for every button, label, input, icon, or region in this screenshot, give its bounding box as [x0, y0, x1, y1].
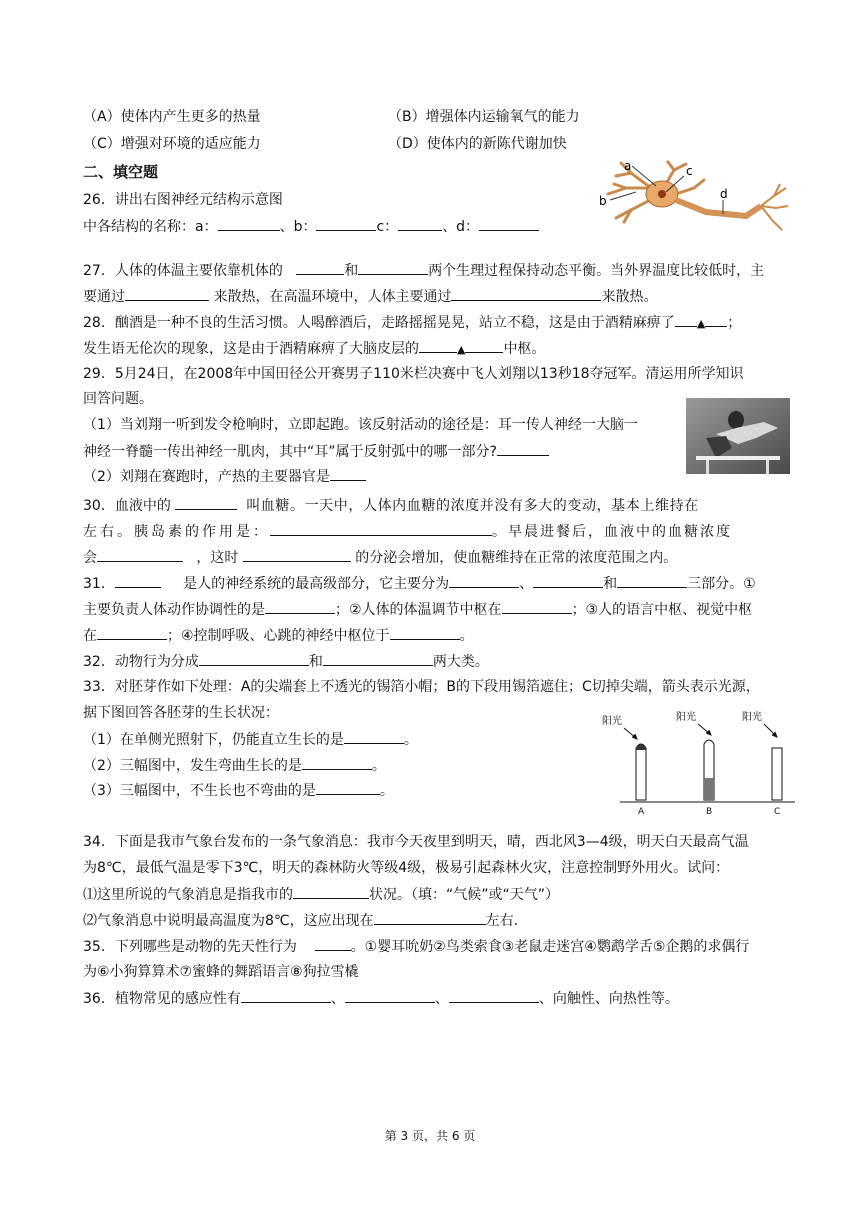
option-b: （B）增强体内运输氧气的能力	[388, 109, 580, 125]
q35-line2: 为⑥小狗算算术⑦蜜蜂的舞蹈语言⑧狗拉雪橇	[83, 964, 359, 980]
light-label-c: 阳光	[742, 712, 762, 723]
q32-line: 32．动物行为分成 和 两大类。	[83, 651, 489, 672]
q26-line2: 中各结构的名称：a： 、b： c： 、d：	[83, 216, 539, 237]
q30-line1: 30．血液中的 叫血糖。一天中，人体内血糖的浓度并没有多大的变动，基本上维持在	[83, 495, 699, 516]
label-b: b	[599, 194, 607, 208]
q34-line4: ⑵气象消息中说明最高温度为8℃，这应出现在 左右.	[83, 910, 518, 931]
label-a: a	[624, 159, 632, 173]
q33-line2: 据下图回答各胚芽的生长状况：	[83, 705, 279, 721]
neuron-diagram	[596, 158, 796, 248]
fig-label-c: C	[774, 807, 781, 817]
q31-line2: 主要负责人体动作协调性的是 ；②人体的体温调节中枢在 ；③人的语言中枢、视觉中枢	[83, 599, 752, 620]
q27-line2: 要通过 来散热，在高温环境中，人体主要通过 来散热。	[83, 286, 657, 307]
q30-line3: 会 ，这时 的分泌会增加，使血糖维持在正常的浓度范围之内。	[83, 547, 677, 568]
q30-line2: 左右。胰岛素的作用是： 。早晨进餐后，血液中的血糖浓度	[83, 521, 732, 542]
q29-line5: （2）刘翔在赛跑时，产热的主要器官是	[83, 466, 366, 487]
fig-label-b: B	[706, 807, 713, 817]
q35-line1: 35．下列哪些是动物的先天性行为 。①婴耳吮奶②鸟类索食③老鼠走迷宫④鹦鹉学舌⑤企鹅的求偶行	[83, 936, 749, 957]
q36-line: 36．植物常见的感应性有 、 、 、向触性、向热性等。	[83, 988, 679, 1009]
option-d: （D）使体内的新陈代谢加快	[388, 136, 567, 152]
option-c: （C）增强对环境的适应能力	[83, 136, 261, 152]
q29-line2: 回答问题。	[83, 391, 153, 407]
q33-line3: （1）在单侧光照射下，仍能直立生长的是 。	[83, 729, 418, 750]
q31-line3: 在 ；④控制呼吸、心跳的神经中枢位于 。	[83, 625, 474, 646]
label-d: d	[720, 187, 728, 201]
label-c: c	[686, 164, 693, 178]
option-a: （A）使体内产生更多的热量	[83, 109, 261, 125]
section-title: 二、填空题	[83, 163, 159, 181]
q29-line1: 29．5月24日，在2008年中国田径公开赛男子110米栏决赛中飞人刘翔以13秒18夺冠军。清运用所学知识	[83, 366, 744, 382]
light-label-a: 阳光	[602, 716, 622, 727]
fig-label-a: A	[638, 807, 645, 817]
q33-line4: （2）三幅图中，发生弯曲生长的是 。	[83, 755, 386, 776]
q26-line1: 26．讲出右图神经元结构示意图	[83, 192, 283, 208]
q34-line1: 34．下面是我市气象台发布的一条气象消息：我市今天夜里到明天，晴，西北风3—4级，明天白天最高气温	[83, 834, 749, 850]
coleoptile-diagram	[600, 710, 800, 820]
q28-line2: 发生语无伦次的现象，这是由于酒精麻痹了大脑皮层的 ▲ 中枢。	[83, 338, 545, 360]
hurdler-photo	[686, 398, 790, 474]
q31-line1: 31． 是人的神经系统的最高级部分，它主要分为 、 和 三部分。①	[83, 573, 756, 594]
q29-line4: 神经一脊髓一传出神经一肌肉，其中“耳”属于反射弧中的哪一部分?	[83, 441, 549, 462]
q29-line3: （1）当刘翔一听到发令枪响时，立即起跑。该反射活动的途径是：耳一传人神经一大脑一	[83, 417, 638, 433]
q28-line1: 28．酗酒是一种不良的生活习惯。人喝醉酒后，走路摇摇晃晃，站立不稳，这是由于酒精麻痹了 ▲ ；	[83, 312, 741, 334]
q34-line2: 为8℃，最低气温是零下3℃，明天的森林防火等级4级，极易引起森林火灾，注意控制野外用火。试问：	[83, 860, 730, 876]
q27-line1: 27．人体的体温主要依靠机体的 和 两个生理过程保持动态平衡。当外界温度比较低时，主	[83, 260, 764, 281]
light-label-b: 阳光	[676, 712, 696, 723]
page-footer: 第 3 页，共 6 页	[384, 1129, 476, 1143]
q33-line5: （3）三幅图中，不生长也不弯曲的是 。	[83, 780, 394, 801]
q33-line1: 33．对胚芽作如下处理：A的尖端套上不透光的锡箔小帽；B的下段用锡箔遮住；C切掉尖端，箭头表示光源，	[83, 679, 760, 695]
q34-line3: ⑴这里所说的气象消息是指我市的 状况。（填：“气候”或“天气”）	[83, 884, 559, 905]
